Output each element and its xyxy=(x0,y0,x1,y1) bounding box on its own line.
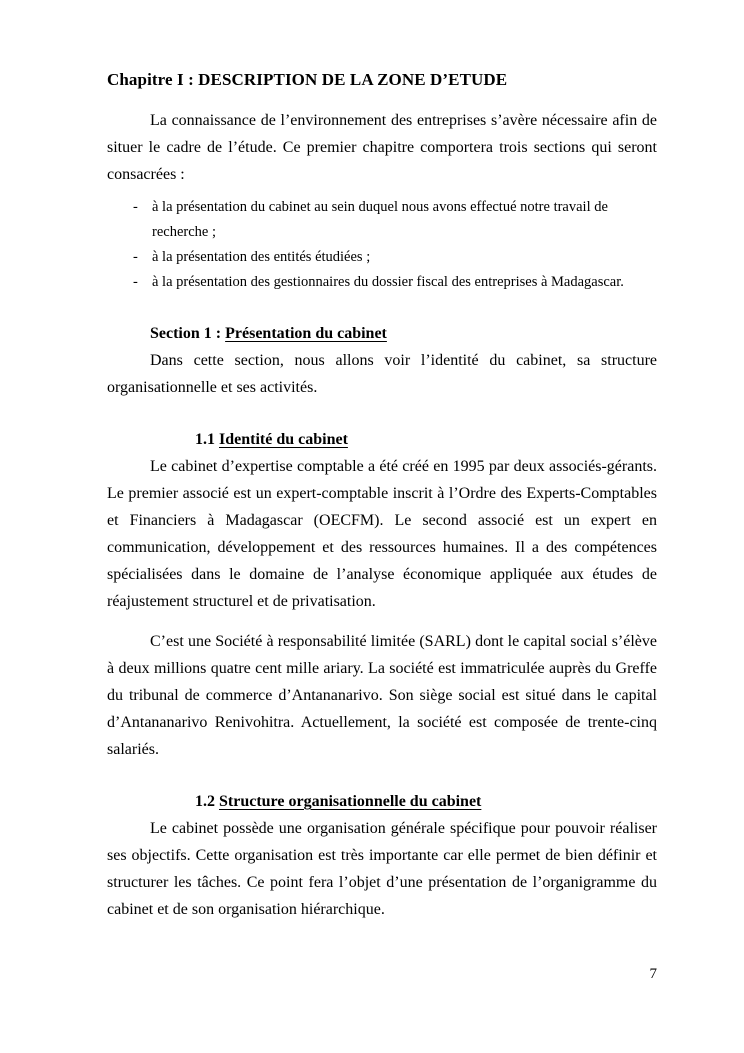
dash-marker: - xyxy=(133,274,138,290)
dash-marker: - xyxy=(133,199,138,215)
bullet-item xyxy=(107,245,657,270)
identity-paragraph-2: C’est une Société à responsabilité limitée (SARL) dont le capital social s’élève à deux millions quatre cent mille ariary. La société est immatriculée auprès du Greffe du tribunal de commerce d’Antananarivo. Son siège social est situé dans le capital d’Antananarivo Renivohitra. Actuellement, la société est composée de trente-cinq salariés. xyxy=(107,633,657,758)
subsection-1-2-heading xyxy=(107,788,657,815)
bullet-text: à la présentation du cabinet au sein duquel nous avons effectué notre travail de recherche ; xyxy=(152,199,608,240)
section1-heading xyxy=(107,320,657,347)
bullet-item xyxy=(107,195,657,245)
dash-marker: - xyxy=(133,249,138,265)
structure-paragraph: Le cabinet possède une organisation générale spécifique pour pouvoir réaliser ses objectifs. Cette organisation est très importante car elle permet de bien définir et structurer les tâches. Ce point fera l’objet d’une présentation de l’organigramme du cabinet et de son organisation hiérarchique. xyxy=(107,820,657,918)
section1-paragraph: Dans cette section, nous allons voir l’identité du cabinet, sa structure organisationnelle et ses activités. xyxy=(107,352,657,396)
bullet-item xyxy=(107,270,657,295)
page-number: 7 xyxy=(649,966,657,982)
section1-title: Présentation du cabinet xyxy=(225,325,387,342)
subsection-1-1-heading xyxy=(107,426,657,453)
bullet-text: à la présentation des entités étudiées ; xyxy=(152,249,371,265)
identity-paragraph-1: Le cabinet d’expertise comptable a été créé en 1995 par deux associés-gérants. Le premier associé est un expert-comptable inscrit à l’Ordre des Experts-Comptables et Financiers à Madagascar (OECFM). Le second associé est un expert en communication, développement et des ressources humaines. Il a des compétences spécialisées dans le domaine de l’analyse économique appliquée aux études de réajustement structurel et de privatisation. xyxy=(107,458,657,610)
subsection-1-1-number: 1.1 xyxy=(195,431,215,448)
bullet-text: à la présentation des gestionnaires du dossier fiscal des entreprises à Madagascar. xyxy=(152,274,624,290)
subsection-1-1-title: Identité du cabinet xyxy=(219,431,348,448)
subsection-1-2-title: Structure organisationnelle du cabinet xyxy=(219,793,482,810)
intro-paragraph: La connaissance de l’environnement des entreprises s’avère nécessaire afin de situer le cadre de l’étude. Ce premier chapitre comportera trois sections qui seront consacrées : xyxy=(107,112,657,183)
section1-label: Section 1 : xyxy=(150,325,222,342)
bullet-list xyxy=(107,195,657,295)
subsection-1-2-number: 1.2 xyxy=(195,793,215,810)
chapter-title: Chapitre I : DESCRIPTION DE LA ZONE D’ETUDE xyxy=(107,70,508,89)
